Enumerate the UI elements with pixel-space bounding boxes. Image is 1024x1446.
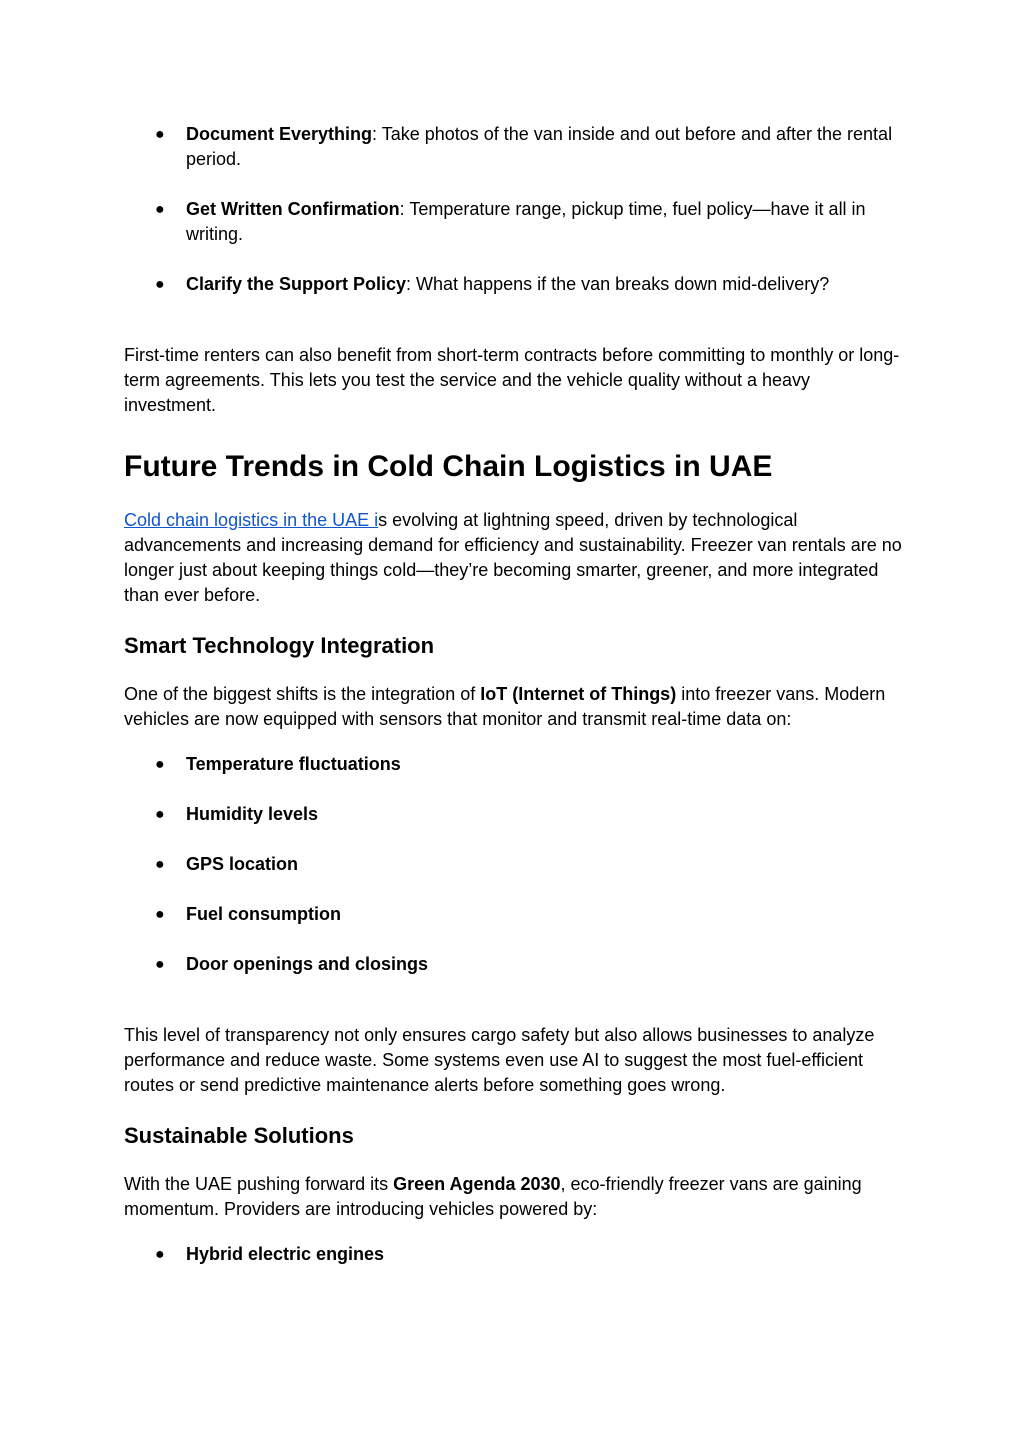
list-item [155, 1242, 900, 1267]
bullet-icon: ● [155, 856, 165, 873]
iot-text-after: into freezer vans. Modern vehicles are now equipped with sensors that monitor and transmit real-time data on: [124, 684, 886, 729]
future-trends-heading: Future Trends in Cold Chain Logistics in UAE [124, 450, 773, 483]
bullet-icon: ● [155, 1246, 165, 1263]
list-item-text [186, 272, 900, 297]
list-item-text [186, 197, 900, 247]
list-item [155, 122, 900, 172]
intro-rest-text: s evolving at lightning speed, driven by technological advancements and increasing demand for efficiency and sustainability. Freezer van rentals are no longer just about keeping things cold—they’re becoming smarter, greener, and more integrated than ever before. [124, 510, 902, 605]
iot-paragraph [124, 682, 904, 732]
list-item [155, 752, 900, 777]
green-text-after: , eco-friendly freezer vans are gaining momentum. Providers are introducing vehicles powered by: [124, 1174, 862, 1219]
bullet-icon: ● [155, 126, 165, 143]
list-item [155, 952, 900, 977]
transparency-paragraph: This level of transparency not only ensures cargo safety but also allows businesses to analyze performance and reduce waste. Some systems even use AI to suggest the most fuel-efficient routes or send predictive maintenance alerts before something goes wrong. [124, 1025, 875, 1095]
list-item-bold: Document Everything [186, 124, 373, 144]
sustainable-heading: Sustainable Solutions [124, 1123, 354, 1148]
bullet-icon: ● [155, 956, 165, 973]
list-item [155, 852, 900, 877]
bullet-icon: ● [155, 201, 165, 218]
bullet-icon: ● [155, 906, 165, 923]
list-item-text: Hybrid electric engines [186, 1244, 385, 1264]
list-item-rest: : What happens if the van breaks down mid-delivery? [406, 274, 830, 294]
list-item-rest: : Take photos of the van inside and out before and after the rental period. [186, 124, 893, 169]
bullet-icon: ● [155, 276, 165, 293]
list-item-text: GPS location [186, 854, 299, 874]
list-item [155, 902, 900, 927]
list-item-text: Door openings and closings [186, 954, 429, 974]
list-item [155, 802, 900, 827]
green-text-before: With the UAE pushing forward its [124, 1174, 394, 1194]
green-agenda-paragraph [124, 1172, 904, 1222]
list-item [155, 272, 900, 297]
cold-chain-link[interactable]: Cold chain logistics in the UAE i [124, 510, 379, 530]
bullet-icon: ● [155, 806, 165, 823]
iot-bold: IoT (Internet of Things) [480, 684, 677, 704]
list-item-rest: : Temperature range, pickup time, fuel policy—have it all in writing. [186, 199, 866, 244]
list-item [155, 197, 900, 247]
green-agenda-bold: Green Agenda 2030 [393, 1174, 561, 1194]
list-item-text: Temperature fluctuations [186, 754, 401, 774]
first-time-paragraph: First-time renters can also benefit from short-term contracts before committing to monthly or long-term agreements. This lets you test the service and the vehicle quality without a heavy investment. [124, 345, 900, 415]
bullet-icon: ● [155, 756, 165, 773]
list-item-text [186, 122, 900, 172]
smart-tech-heading: Smart Technology Integration [124, 633, 435, 658]
iot-text-before: One of the biggest shifts is the integration of [124, 684, 481, 704]
future-trends-intro [124, 508, 904, 608]
list-item-text: Humidity levels [186, 804, 319, 824]
list-item-bold: Clarify the Support Policy [186, 274, 407, 294]
list-item-text: Fuel consumption [186, 904, 341, 924]
list-item-bold: Get Written Confirmation [186, 199, 400, 219]
